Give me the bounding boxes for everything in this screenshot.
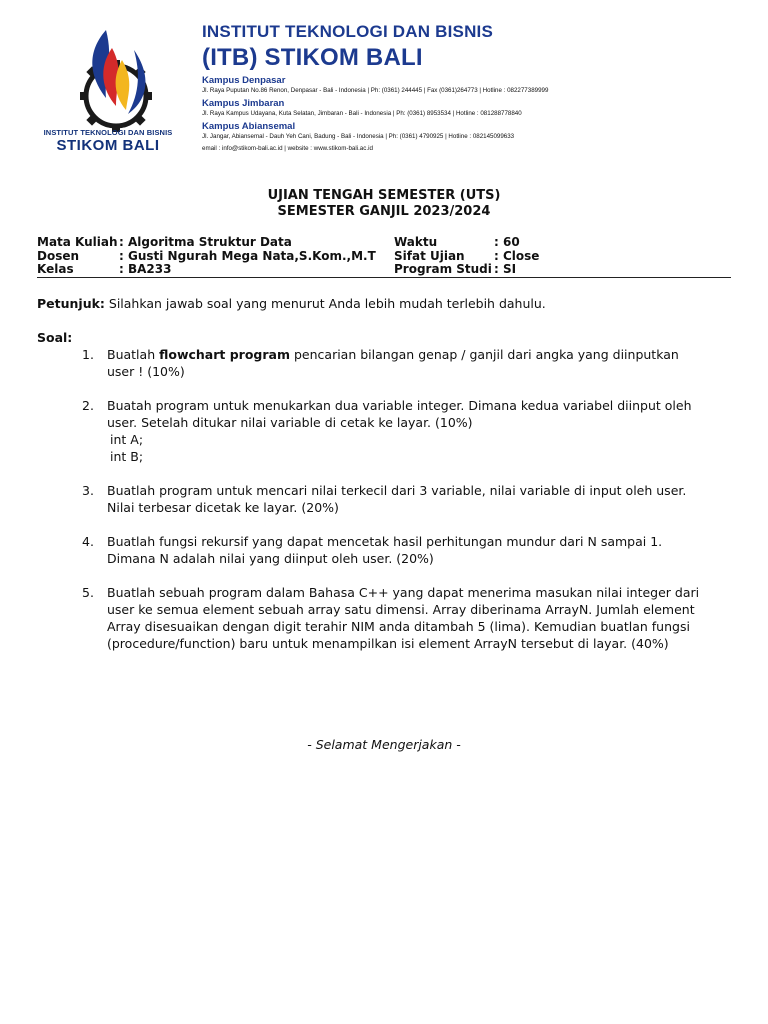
info-row-course	[37, 236, 376, 250]
logo-caption-institute: INSTITUT TEKNOLOGI DAN BISNIS	[43, 128, 173, 137]
question-text: user ! (10%)	[107, 364, 185, 379]
question-text: user ke semua element sebuah array satu dimensi. Array diberinama ArrayN. Jumlah element	[107, 602, 695, 617]
question-text: user. Setelah ditukar nilai variable di cetak ke layar. (10%)	[107, 415, 473, 430]
question-number: 1.	[82, 347, 94, 362]
campus-name: Kampus Denpasar	[202, 75, 286, 86]
question-text: Dimana N adalah nilai yang diinput oleh user. (20%)	[107, 551, 434, 566]
exam-info	[394, 236, 539, 277]
question-text: Buatlah program untuk mencari nilai terkecil dari 3 variable, nilai variable di input oleh user.	[107, 483, 687, 498]
info-key: Kelas	[37, 262, 74, 276]
campus-address: Jl. Raya Kampus Udayana, Kuta Selatan, Jimbaran - Bali - Indonesia | Ph: (0361) 8953534 | Hotline : 081288778840	[202, 110, 522, 117]
code-line: int A;	[110, 432, 144, 447]
question-number: 2.	[82, 398, 94, 413]
info-value: : 60	[494, 235, 520, 249]
info-key: Waktu	[394, 235, 438, 249]
campus-address: Jl. Jangar, Abiansemal - Dauh Yeh Cani, Badung - Bali - Indonesia | Ph: (0361) 4790925 | Hotline : 082145099633	[202, 133, 515, 140]
divider	[37, 277, 731, 278]
instruction	[37, 296, 546, 312]
info-value: : Gusti Ngurah Mega Nata,S.Kom.,M.T	[119, 248, 376, 263]
closing-remark: - Selamat Mengerjakan -	[307, 737, 461, 752]
course-info	[37, 236, 376, 277]
question-text: (procedure/function) baru untuk menampilkan isi element ArrayN tersebut di layar. (40%)	[107, 636, 669, 651]
questions-label: Soal:	[37, 330, 73, 345]
question-text: Nilai terbesar dicetak ke layar. (20%)	[107, 500, 339, 515]
logo-caption-name: STIKOM BALI	[56, 137, 160, 154]
info-key: Program Studi	[394, 262, 492, 276]
question-number: 5.	[82, 585, 94, 600]
campus-name: Kampus Jimbaran	[202, 98, 285, 109]
info-value: : SI	[494, 262, 517, 276]
question-item	[82, 397, 732, 465]
instruction-text: Silahkan jawab soal yang menurut Anda lebih mudah terlebih dahulu.	[104, 296, 546, 311]
campus-name: Kampus Abiansemal	[202, 121, 296, 132]
contact-line: email : info@stikom-bali.ac.id | website : www.stikom-bali.ac.id	[202, 145, 373, 152]
question-text: Buatah program untuk menukarkan dua variable integer. Dimana kedua variabel diinput oleh	[107, 398, 692, 413]
info-row-class	[37, 263, 376, 277]
question-text: pencarian bilangan genap / ganjil dari angka yang diinputkan	[290, 347, 679, 362]
question-emphasis: flowchart program	[159, 347, 291, 362]
institution-title-line1: INSTITUT TEKNOLOGI DAN BISNIS	[202, 22, 494, 41]
question-item	[82, 482, 732, 516]
info-key: Mata Kuliah	[37, 235, 118, 249]
code-line: int B;	[110, 449, 144, 464]
info-key: Dosen	[37, 248, 80, 263]
info-value: : Algoritma Struktur Data	[119, 235, 292, 249]
question-item	[82, 584, 732, 652]
info-row-exam-type	[394, 250, 539, 264]
info-row-lecturer	[37, 250, 376, 264]
info-value: : Close	[494, 248, 540, 263]
exam-title-line2: SEMESTER GANJIL 2023/2024	[277, 204, 491, 219]
question-text: Buatlah sebuah program dalam Bahasa C++ yang dapat menerima masukan nilai integer dari	[107, 585, 700, 600]
campus-address: Jl. Raya Puputan No.86 Renon, Denpasar - Bali - Indonesia | Ph: (0361) 244445 | Fax (0361)264773 | Hotline : 082277389999	[202, 87, 549, 94]
exam-title	[0, 188, 768, 220]
info-value: : BA233	[119, 262, 172, 276]
info-key: Sifat Ujian	[394, 248, 465, 263]
institution-title-line2: (ITB) STIKOM BALI	[202, 44, 423, 71]
question-text: Buatlah	[107, 347, 160, 362]
info-row-program	[394, 263, 539, 277]
question-item	[82, 533, 732, 567]
info-row-time	[394, 236, 539, 250]
question-item	[82, 346, 732, 380]
exam-title-line1: UJIAN TENGAH SEMESTER (UTS)	[267, 188, 501, 203]
question-text: Array disesuaikan dengan digit terahir NIM anda ditambah 5 (lima). Kemudian buatlan fungsi	[107, 619, 690, 634]
question-number: 4.	[82, 534, 94, 549]
letterhead	[202, 22, 548, 153]
instruction-label: Petunjuk:	[37, 296, 105, 311]
question-number: 3.	[82, 483, 94, 498]
question-text: Buatlah fungsi rekursif yang dapat mencetak hasil perhitungan mundur dari N sampai 1.	[107, 534, 663, 549]
